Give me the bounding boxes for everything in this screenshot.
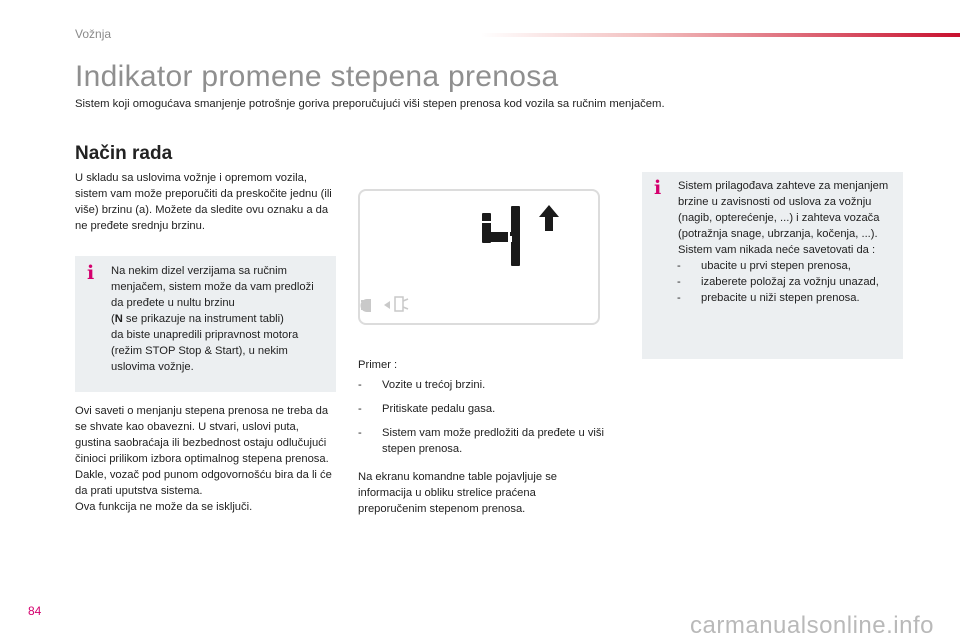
example-step-3: Sistem vam može predložiti da pređete u viši stepen prenosa. [382, 427, 604, 455]
page-number: 84 [28, 604, 42, 618]
system-note-never: Sistem vam nikada neće savetovati da : [678, 244, 876, 256]
diesel-note-line3: da biste unapredili pripravnost motora (režim STOP Stop & Start), u nekim uslovima vožnje. [111, 329, 299, 373]
lighting-indicator-icon [361, 300, 370, 311]
section-header: Vožnja [75, 27, 112, 41]
never-item-2: izaberete položaj za vožnju unazad, [701, 276, 879, 288]
diesel-note-line1: Na nekim dizel verzijama sa ručnim menjačem, sistem može da vam predloži da pređete u nultu brzinu [111, 265, 314, 309]
example-steps [358, 377, 620, 465]
system-info-box [642, 172, 903, 359]
display-graphic [360, 191, 598, 323]
advice-last-line: Ova funkcija ne može da se isključi. [75, 501, 253, 513]
info-icon: i [654, 177, 662, 199]
list-item [677, 290, 900, 306]
watermark: carmanualsonline.info [690, 612, 934, 639]
door-open-icon [384, 297, 408, 311]
diesel-note-paren: ( [111, 313, 115, 325]
list-item [358, 377, 620, 393]
example-label: Primer : [358, 359, 398, 371]
list-dash: - [358, 379, 362, 391]
list-dash: - [677, 292, 681, 304]
list-item [677, 258, 900, 274]
neutral-gear-symbol: N [114, 313, 123, 325]
diesel-note-text [111, 263, 326, 375]
operation-intro: U skladu sa uslovima vožnje i opremom vozila, sistem vam može preporučiti da preskočite jednu (ili više) brzinu (a). Možete da sledite ovu oznaku a da ne pređete srednju brzinu. [75, 172, 332, 232]
gear-4-digit [482, 206, 520, 266]
list-dash: - [358, 427, 362, 439]
system-never-list [677, 258, 900, 306]
diesel-note-line2: se prikazuje na instrument tabli) [122, 313, 284, 325]
list-item [677, 274, 900, 290]
list-item [358, 401, 620, 417]
example-step-1: Vozite u trećoj brzini. [382, 379, 486, 391]
page-subtitle: Sistem koji omogućava smanjenje potrošnje goriva preporučujući viši stepen prenosa kod vozila sa ručnim menjačem. [75, 98, 665, 110]
example-step-2: Pritiskate pedalu gasa. [382, 403, 496, 415]
page-title: Indikator promene stepena prenosa [75, 60, 559, 93]
instrument-display-illustration [358, 189, 600, 325]
advice-text [75, 403, 337, 515]
system-note-intro: Sistem prilagođava zahteve za menjanjem brzine u zavisnosti od uslova za vožnju (nagib, opterećenje, ...) i zahteva vozača (potražnja snage, ubrzanja, kočenja, ...). [678, 180, 889, 240]
info-icon: i [87, 262, 95, 284]
never-item-3: prebacite u niži stepen prenosa. [701, 292, 860, 304]
never-item-1: ubacite u prvi stepen prenosa, [701, 260, 851, 272]
list-item [358, 425, 620, 457]
advice-paragraph: Ovi saveti o menjanju stepena prenosa ne treba da se shvate kao obavezni. U stvari, uslovi puta, gustina saobraćaja ili bezbednost ostaju odlučujući činioci prilikom izbora optimalnog stepena prenosa. Dakle, vozač pod punom odgovornošću bira da li će da prati uputstva sistema. [75, 405, 332, 497]
diesel-info-box [75, 256, 336, 392]
system-note-text [678, 178, 900, 306]
example-note: Na ekranu komandne table pojavljuje se informacija u obliku strelice praćena preporučenim stepenom prenosa. [358, 471, 558, 515]
header-accent-line [480, 33, 960, 37]
list-dash: - [677, 260, 681, 272]
list-dash: - [358, 403, 362, 415]
up-arrow-icon [539, 205, 559, 231]
list-dash: - [677, 276, 681, 288]
gear-digit-text: 4 [360, 191, 361, 192]
operation-heading: Način rada [75, 143, 173, 164]
